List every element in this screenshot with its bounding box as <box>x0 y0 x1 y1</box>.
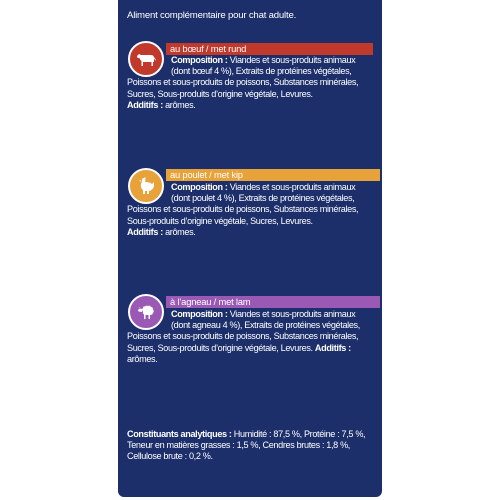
composition-rest-beef: Poissons et sous-produits de poissons, Substances minérales, Sucres, Sous-produits d’origine végétale, Levures. <box>127 77 359 99</box>
additifs-label: Additifs : <box>127 99 163 110</box>
ingredients-panel <box>118 0 382 497</box>
analytical-constituents <box>127 429 379 463</box>
section-title-lamb: à l’agneau / met lam <box>166 296 380 308</box>
composition-label: Composition : <box>171 182 228 192</box>
composition-label: Composition : <box>171 55 228 65</box>
composition-lead-lamb: Composition : Viandes et sous-produits animaux <box>171 309 356 319</box>
composition-label: Composition : <box>171 309 228 319</box>
composition-line2-lamb: (dont agneau 4 %), Extraits de protéines végétales, <box>171 320 360 331</box>
section-title-chicken: au poulet / met kip <box>166 169 380 181</box>
composition-rest-lamb: Poissons et sous-produits de poissons, Substances minérales, Sucres, Sous-produits d’origine végétale, Levures. <box>127 331 359 353</box>
additifs-label: Additifs : <box>314 342 351 353</box>
section-lamb <box>118 294 382 404</box>
additifs-text: arômes. <box>162 99 196 110</box>
composition-line2-chicken: (dont poulet 4 %), Extraits de protéines végétales, <box>171 193 355 204</box>
analysis-label: Constituants analytiques : <box>127 429 232 439</box>
section-beef <box>118 40 382 150</box>
composition-line2-beef: (dont bœuf 4 %), Extraits de protéines végétales, <box>171 66 352 77</box>
composition-lead-chicken: Composition : Viandes et sous-produits animaux <box>171 182 356 192</box>
section-title-beef: au bœuf / met rund <box>166 43 373 55</box>
composition-lead-beef: Composition : Viandes et sous-produits animaux <box>171 55 356 65</box>
intro-text: Aliment complémentaire pour chat adulte. <box>127 10 297 21</box>
additifs-text: arômes. <box>127 353 158 364</box>
composition-beef <box>127 55 379 111</box>
analysis-text: Humidité : 87,5 %, Protéine : 7,5 %, Teneur en matières grasses : 1,5 %, Cendres brutes : 1,8 %, Cellulose brute : 0,2 %. <box>127 429 366 462</box>
composition-lamb <box>127 309 379 365</box>
additifs-label: Additifs : <box>127 226 163 237</box>
additifs-text: arômes. <box>162 226 196 237</box>
section-chicken <box>118 166 382 276</box>
composition-chicken <box>127 182 379 238</box>
composition-rest-chicken: Poissons et sous-produits de poissons, Substances minérales, Sous-produits d’origine végétale, Sucres, Levures. <box>127 204 359 226</box>
